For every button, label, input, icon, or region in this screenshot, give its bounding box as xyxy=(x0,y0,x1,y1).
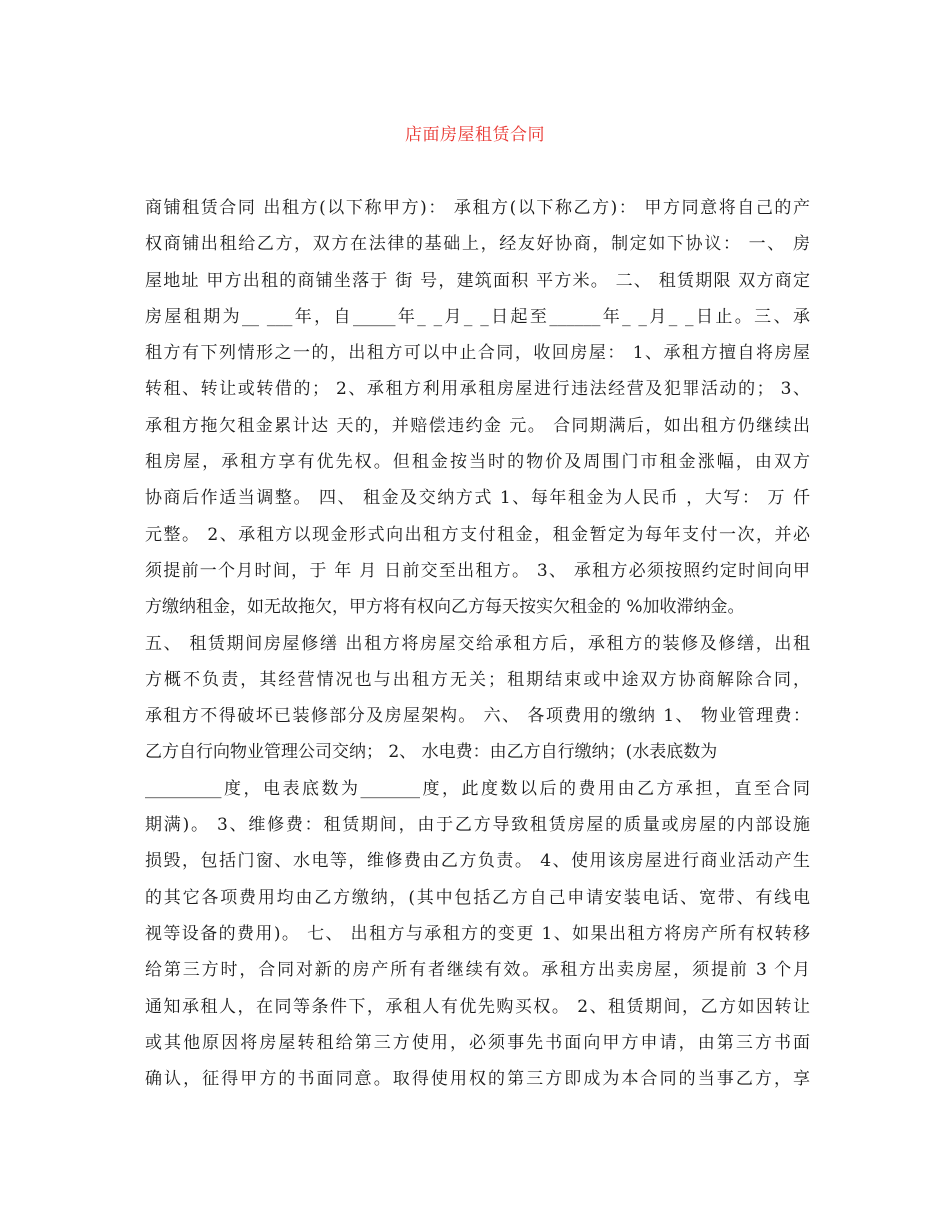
body-line: 乙方自行向物业管理公司交纳； 2、 水电费：由乙方自行缴纳；(水表底数为 xyxy=(145,742,718,763)
body-line: 方概不负责，其经营情况也与出租方无关；租期结束或中途双方协商解除合同， xyxy=(145,669,810,690)
body-line: 通知承租人，在同等条件下，承租人有优先购买权。 2、租赁期间，乙方如因转让 xyxy=(145,996,810,1017)
body-line: 给第三方时，合同对新的房产所有者继续有效。承租方出卖房屋，须提前 3 个月 xyxy=(145,960,810,981)
body-line: 期满)。 3、维修费：租赁期间，由于乙方导致租赁房屋的质量或房屋的内部设施 xyxy=(145,815,810,836)
body-line: 须提前一个月时间，于 年 月 日前交至出租方。 3、 承租方必须按照约定时间向甲 xyxy=(145,560,810,581)
body-line: 承租方不得破坏已装修部分及房屋架构。 六、 各项费用的缴纳 1、 物业管理费： xyxy=(145,706,810,727)
body-line: 协商后作适当调整。 四、 租金及交纳方式 1、每年租金为人民币 ，大写： 万 仟 xyxy=(145,488,810,509)
document-title: 店面房屋租赁合同 xyxy=(405,125,545,145)
body-line: 元整。 2、承租方以现金形式向出租方支付租金，租金暂定为每年支付一次，并必 xyxy=(145,524,810,545)
body-line: 五、 租赁期间房屋修缮 出租方将房屋交给承租方后，承租方的装修及修缮，出租 xyxy=(145,633,810,654)
body-line: 租方有下列情形之一的，出租方可以中止合同，收回房屋： 1、承租方擅自将房屋 xyxy=(145,343,810,364)
body-line: 方缴纳租金，如无故拖欠，甲方将有权向乙方每天按实欠租金的 %加收滞纳金。 xyxy=(145,597,745,618)
body-line: 视等设备的费用)。 七、 出租方与承租方的变更 1、如果出租方将房产所有权转移 xyxy=(145,923,810,944)
body-line: _________度，电表底数为_______度，此度数以后的费用由乙方承担，直至合同 xyxy=(145,778,810,799)
body-line: 租房屋，承租方享有优先权。但租金按当时的物价及周围门市租金涨幅，由双方 xyxy=(145,452,810,473)
body-line: 转租、转让或转借的； 2、承租方利用承租房屋进行违法经营及犯罪活动的； 3、 xyxy=(145,379,810,400)
body-line: 权商铺出租给乙方，双方在法律的基础上，经友好协商，制定如下协议： 一、 房 xyxy=(145,234,810,255)
body-line: 承租方拖欠租金累计达 天的，并赔偿违约金 元。 合同期满后，如出租方仍继续出 xyxy=(145,415,810,436)
body-line: 屋地址 甲方出租的商铺坐落于 街 号，建筑面积 平方米。 二、 租赁期限 双方商定 xyxy=(145,270,810,291)
body-line: 商铺租赁合同 出租方(以下称甲方)： 承租方(以下称乙方)： 甲方同意将自己的产 xyxy=(145,198,810,218)
body-line: 的其它各项费用均由乙方缴纳，(其中包括乙方自己申请安装电话、宽带、有线电 xyxy=(145,887,810,908)
body-line: 确认，征得甲方的书面同意。取得使用权的第三方即成为本合同的当事乙方，享 xyxy=(145,1069,810,1090)
body-line: 房屋租期为__ ___年，自_____年_ _月_ _日起至______年_ _月_ _日止。三、承 xyxy=(145,306,810,327)
body-line: 或其他原因将房屋转租给第三方使用，必须事先书面向甲方申请，由第三方书面 xyxy=(145,1032,810,1053)
document-body xyxy=(145,190,810,1097)
body-line: 损毁，包括门窗、水电等，维修费由乙方负责。 4、使用该房屋进行商业活动产生 xyxy=(145,851,810,872)
